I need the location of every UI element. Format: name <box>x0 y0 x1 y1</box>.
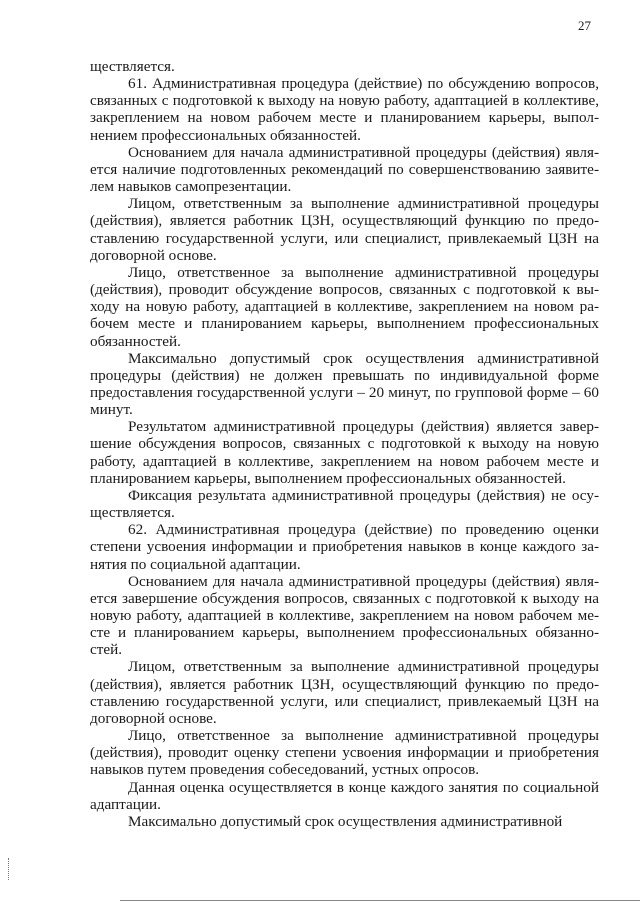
document-body <box>90 58 599 830</box>
paragraph-basis: Основанием для начала административной процедуры (действия) является наличие подготовленных рекомендаций по совершенствованию заявителем навыков самопрезентации. <box>90 143 599 196</box>
paragraph-responsible-actions: Лицо, ответственное за выполнение административной процедуры (действия), проводит оценку степени усвоения информации и приобретения навыков путем проведения собеседований, устных опросов. <box>90 727 599 779</box>
paragraph-result-fixation: Фиксация результата административной процедуры (действия) не осуществляется. <box>90 486 599 522</box>
page-bottom-rule <box>120 900 640 901</box>
paragraph-result: Результатом административной процедуры (действия) является завершение обсуждения вопросов, связанных с подготовкой к выходу на новую работу, адаптацией в коллективе, закреплением на новом рабочем месте и планированием карьеры, выполнением профессиональных обязанностей. <box>90 418 599 487</box>
paragraph-responsible-actions: Лицо, ответственное за выполнение административной процедуры (действия), проводит обсуждение вопросов, связанных с подготовкой к выходу на новую работу, адаптацией в коллективе, закреплением на новом рабочем месте и планированием карьеры, выполнением профессиональных обязанностей. <box>90 263 599 350</box>
paragraph-responsible-person: Лицом, ответственным за выполнение административной процедуры (действия), является работник ЦЗН, осуществляющий функцию по предоставлению государственной услуги, или специалист, привлекаемый ЦЗН на договорной основе. <box>90 195 599 264</box>
paragraph-item-61-heading: 61. Административная процедура (действие) по обсуждению вопросов, связанных с подготовкой к выходу на новую работу, адаптацией в коллективе, закреплением на новом рабочем месте и планированием карьеры, выполнением профессиональных обязанностей. <box>90 75 599 144</box>
paragraph-assessment-timing: Данная оценка осуществляется в конце каждого занятия по социальной адаптации. <box>90 778 599 813</box>
scan-edge-mark <box>8 858 11 880</box>
paragraph-item-62-heading: 62. Административная процедура (действие) по проведению оценки степени усвоения информации и приобретения навыков в конце каждого занятия по социальной адаптации. <box>90 521 599 573</box>
paragraph-responsible-person: Лицом, ответственным за выполнение административной процедуры (действия), является работник ЦЗН, осуществляющий функцию по предоставлению государственной услуги, или специалист, привлекаемый ЦЗН на договорной основе. <box>90 658 599 727</box>
paragraph-continuation: ществляется. <box>90 58 175 75</box>
paragraph-max-duration: Максимально допустимый срок осуществления административной процедуры (действия) не должен превышать по индивидуальной форме предоставления государственной услуги – 20 минут, по групповой форме – 60 минут. <box>90 349 599 419</box>
paragraph-basis: Основанием для начала административной процедуры (действия) является завершение обсуждения вопросов, связанных с подготовкой к выходу на новую работу, адаптацией в коллективе, закреплением на новом рабочем месте и планированием карьеры, выполнением профессиональных обязанностей. <box>90 572 599 659</box>
paragraph-max-duration-truncated: Максимально допустимый срок осуществления административной <box>128 812 563 830</box>
page-number: 27 <box>578 18 591 33</box>
